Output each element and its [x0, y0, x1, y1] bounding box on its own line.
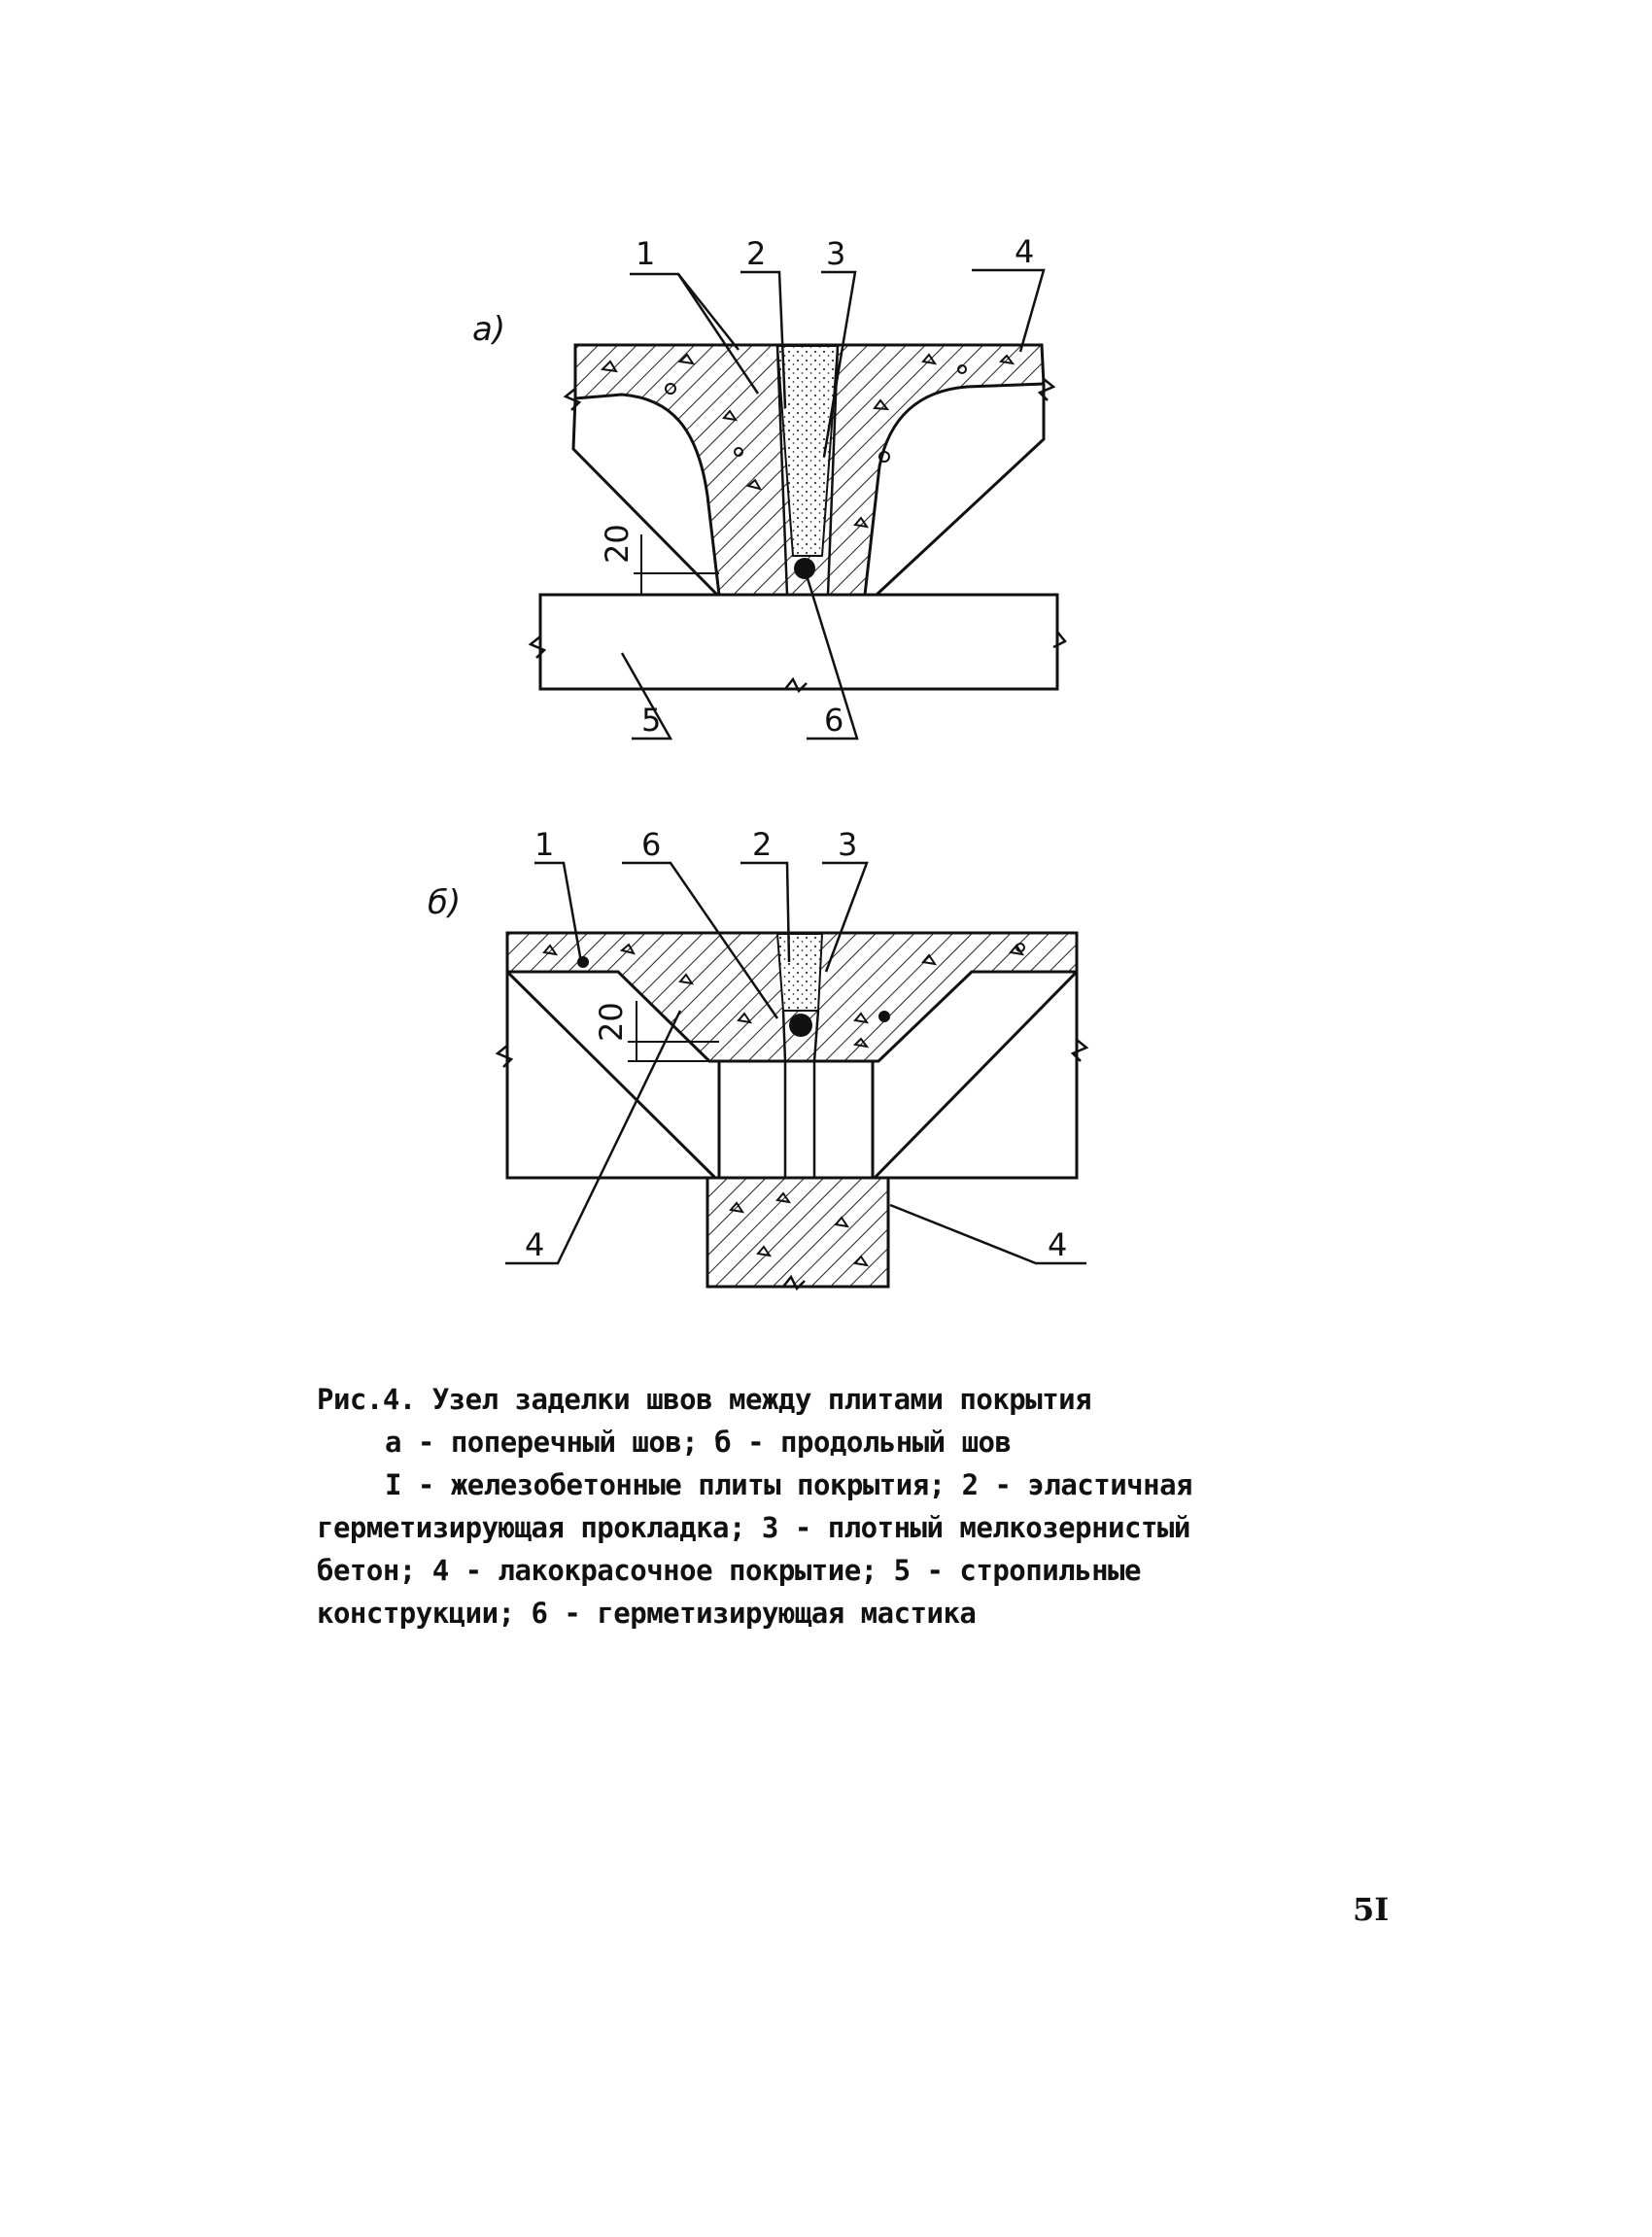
figure-b-label: б) [428, 883, 462, 922]
figure-b-dimension: 20 [593, 1002, 630, 1042]
callout-a-1: 1 [636, 235, 656, 272]
callout-a-2: 2 [746, 235, 767, 272]
figure-b [428, 826, 1086, 1289]
caption-legend-line1: I - железобетонные плиты покрытия; 2 - эластичная [385, 1468, 1193, 1501]
caption-legend-line4: конструкции; 6 - герметизирующая мастика [317, 1597, 977, 1630]
page-number: 5I [1353, 1891, 1390, 1928]
figure-a-label: а) [472, 310, 506, 349]
callout-b-6: 6 [641, 826, 662, 863]
figure-caption [317, 1378, 1347, 1635]
callout-b-2: 2 [752, 826, 773, 863]
callout-a-3: 3 [826, 235, 846, 272]
caption-legend-line3: бетон; 4 - лакокрасочное покрытие; 5 - стропильные [317, 1554, 1141, 1587]
figure-b-mastic [789, 1014, 812, 1037]
caption-legend-line2: герметизирующая прокладка; 3 - плотный мелкозернистый [317, 1511, 1190, 1544]
figure-b-column [707, 1178, 888, 1287]
figure-a-mastic [794, 558, 815, 579]
callout-b-1: 1 [534, 826, 555, 863]
caption-title: Рис.4. Узел заделки швов между плитами покрытия [317, 1383, 1092, 1416]
figure-a [472, 233, 1065, 739]
callout-b-4-left: 4 [525, 1226, 545, 1263]
caption-subtitle: а - поперечный шов; б - продольный шов [385, 1426, 1012, 1459]
callout-a-4: 4 [1015, 233, 1035, 270]
callout-b-4-right: 4 [1048, 1226, 1068, 1263]
callout-b-3: 3 [838, 826, 858, 863]
callout-a-6: 6 [824, 702, 844, 739]
figure-a-dimension: 20 [599, 524, 636, 564]
figure-a-rafter [540, 595, 1057, 689]
callout-a-5: 5 [641, 702, 662, 739]
